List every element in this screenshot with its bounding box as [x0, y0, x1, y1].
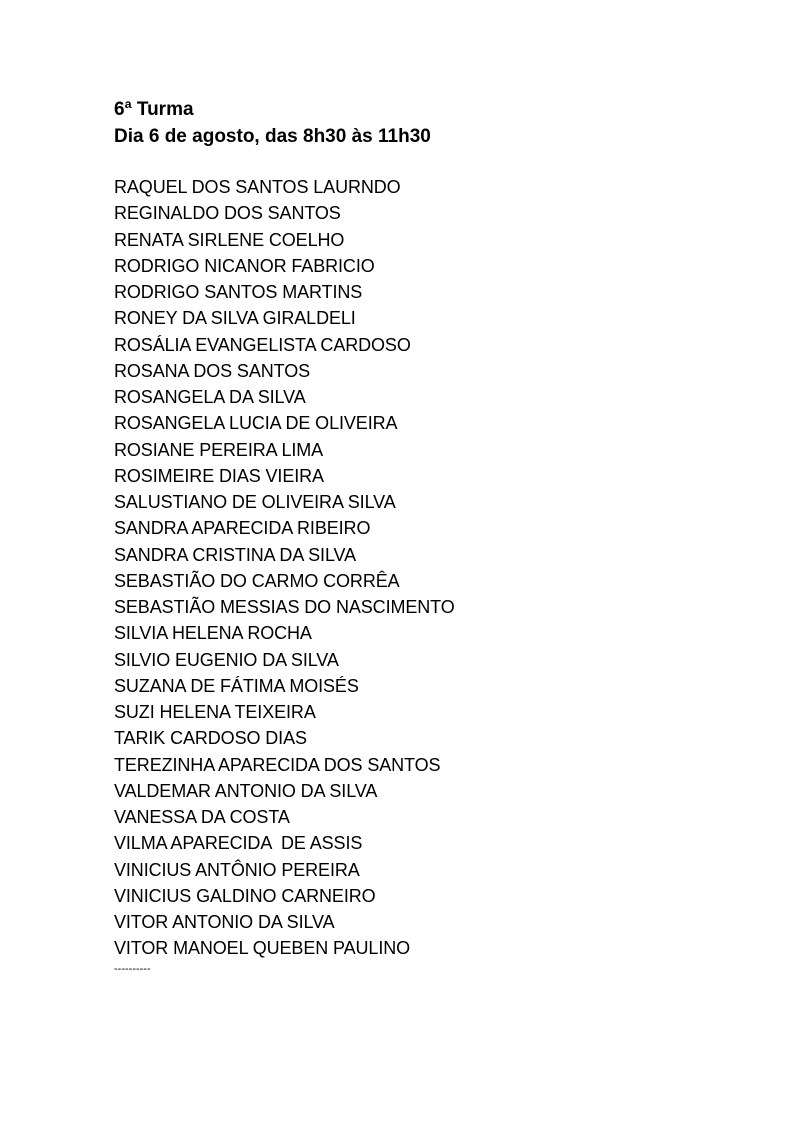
list-item: SEBASTIÃO MESSIAS DO NASCIMENTO: [114, 597, 455, 617]
list-item: SANDRA APARECIDA RIBEIRO: [114, 518, 371, 539]
list-item: VALDEMAR ANTONIO DA SILVA: [114, 780, 378, 801]
attendee-list: [114, 174, 455, 962]
list-item: ROSIANE PEREIRA LIMA: [114, 439, 324, 460]
class-title: 6ª Turma: [114, 99, 194, 120]
list-item: SANDRA CRISTINA DA SILVA: [114, 544, 357, 565]
list-item: RAQUEL DOS SANTOS LAURNDO: [114, 177, 401, 197]
list-item: VITOR ANTONIO DA SILVA: [114, 912, 335, 932]
list-item: RODRIGO NICANOR FABRICIO: [114, 255, 375, 276]
list-item: ROSÁLIA EVANGELISTA CARDOSO: [114, 334, 411, 355]
list-item: ROSANGELA DA SILVA: [114, 387, 306, 407]
list-item: SUZANA DE FÁTIMA MOISÉS: [114, 675, 359, 696]
list-item: SILVIO EUGENIO DA SILVA: [114, 649, 339, 670]
list-item: SUZI HELENA TEIXEIRA: [114, 702, 316, 722]
list-item: RODRIGO SANTOS MARTINS: [114, 282, 363, 302]
list-item: VILMA APARECIDA DE ASSIS: [114, 833, 363, 854]
separator-line: ----------: [114, 963, 151, 975]
list-item: SALUSTIANO DE OLIVEIRA SILVA: [114, 492, 396, 512]
list-item: VANESSA DA COSTA: [114, 807, 290, 827]
list-item: TARIK CARDOSO DIAS: [114, 728, 307, 749]
schedule-title: Dia 6 de agosto, das 8h30 às 11h30: [114, 126, 431, 147]
list-item: REGINALDO DOS SANTOS: [114, 203, 341, 224]
list-item: VINICIUS GALDINO CARNEIRO: [114, 885, 376, 906]
list-item: TEREZINHA APARECIDA DOS SANTOS: [114, 754, 441, 775]
list-item: SEBASTIÃO DO CARMO CORRÊA: [114, 570, 400, 591]
document-heading: [114, 96, 431, 150]
list-item: SILVIA HELENA ROCHA: [114, 623, 312, 644]
list-item: ROSANGELA LUCIA DE OLIVEIRA: [114, 413, 398, 434]
list-item: ROSANA DOS SANTOS: [114, 360, 311, 381]
list-item: RONEY DA SILVA GIRALDELI: [114, 308, 356, 329]
list-item: RENATA SIRLENE COELHO: [114, 229, 345, 250]
list-item: VITOR MANOEL QUEBEN PAULINO: [114, 938, 411, 959]
list-item: ROSIMEIRE DIAS VIEIRA: [114, 465, 324, 486]
list-item: VINICIUS ANTÔNIO PEREIRA: [114, 859, 360, 880]
